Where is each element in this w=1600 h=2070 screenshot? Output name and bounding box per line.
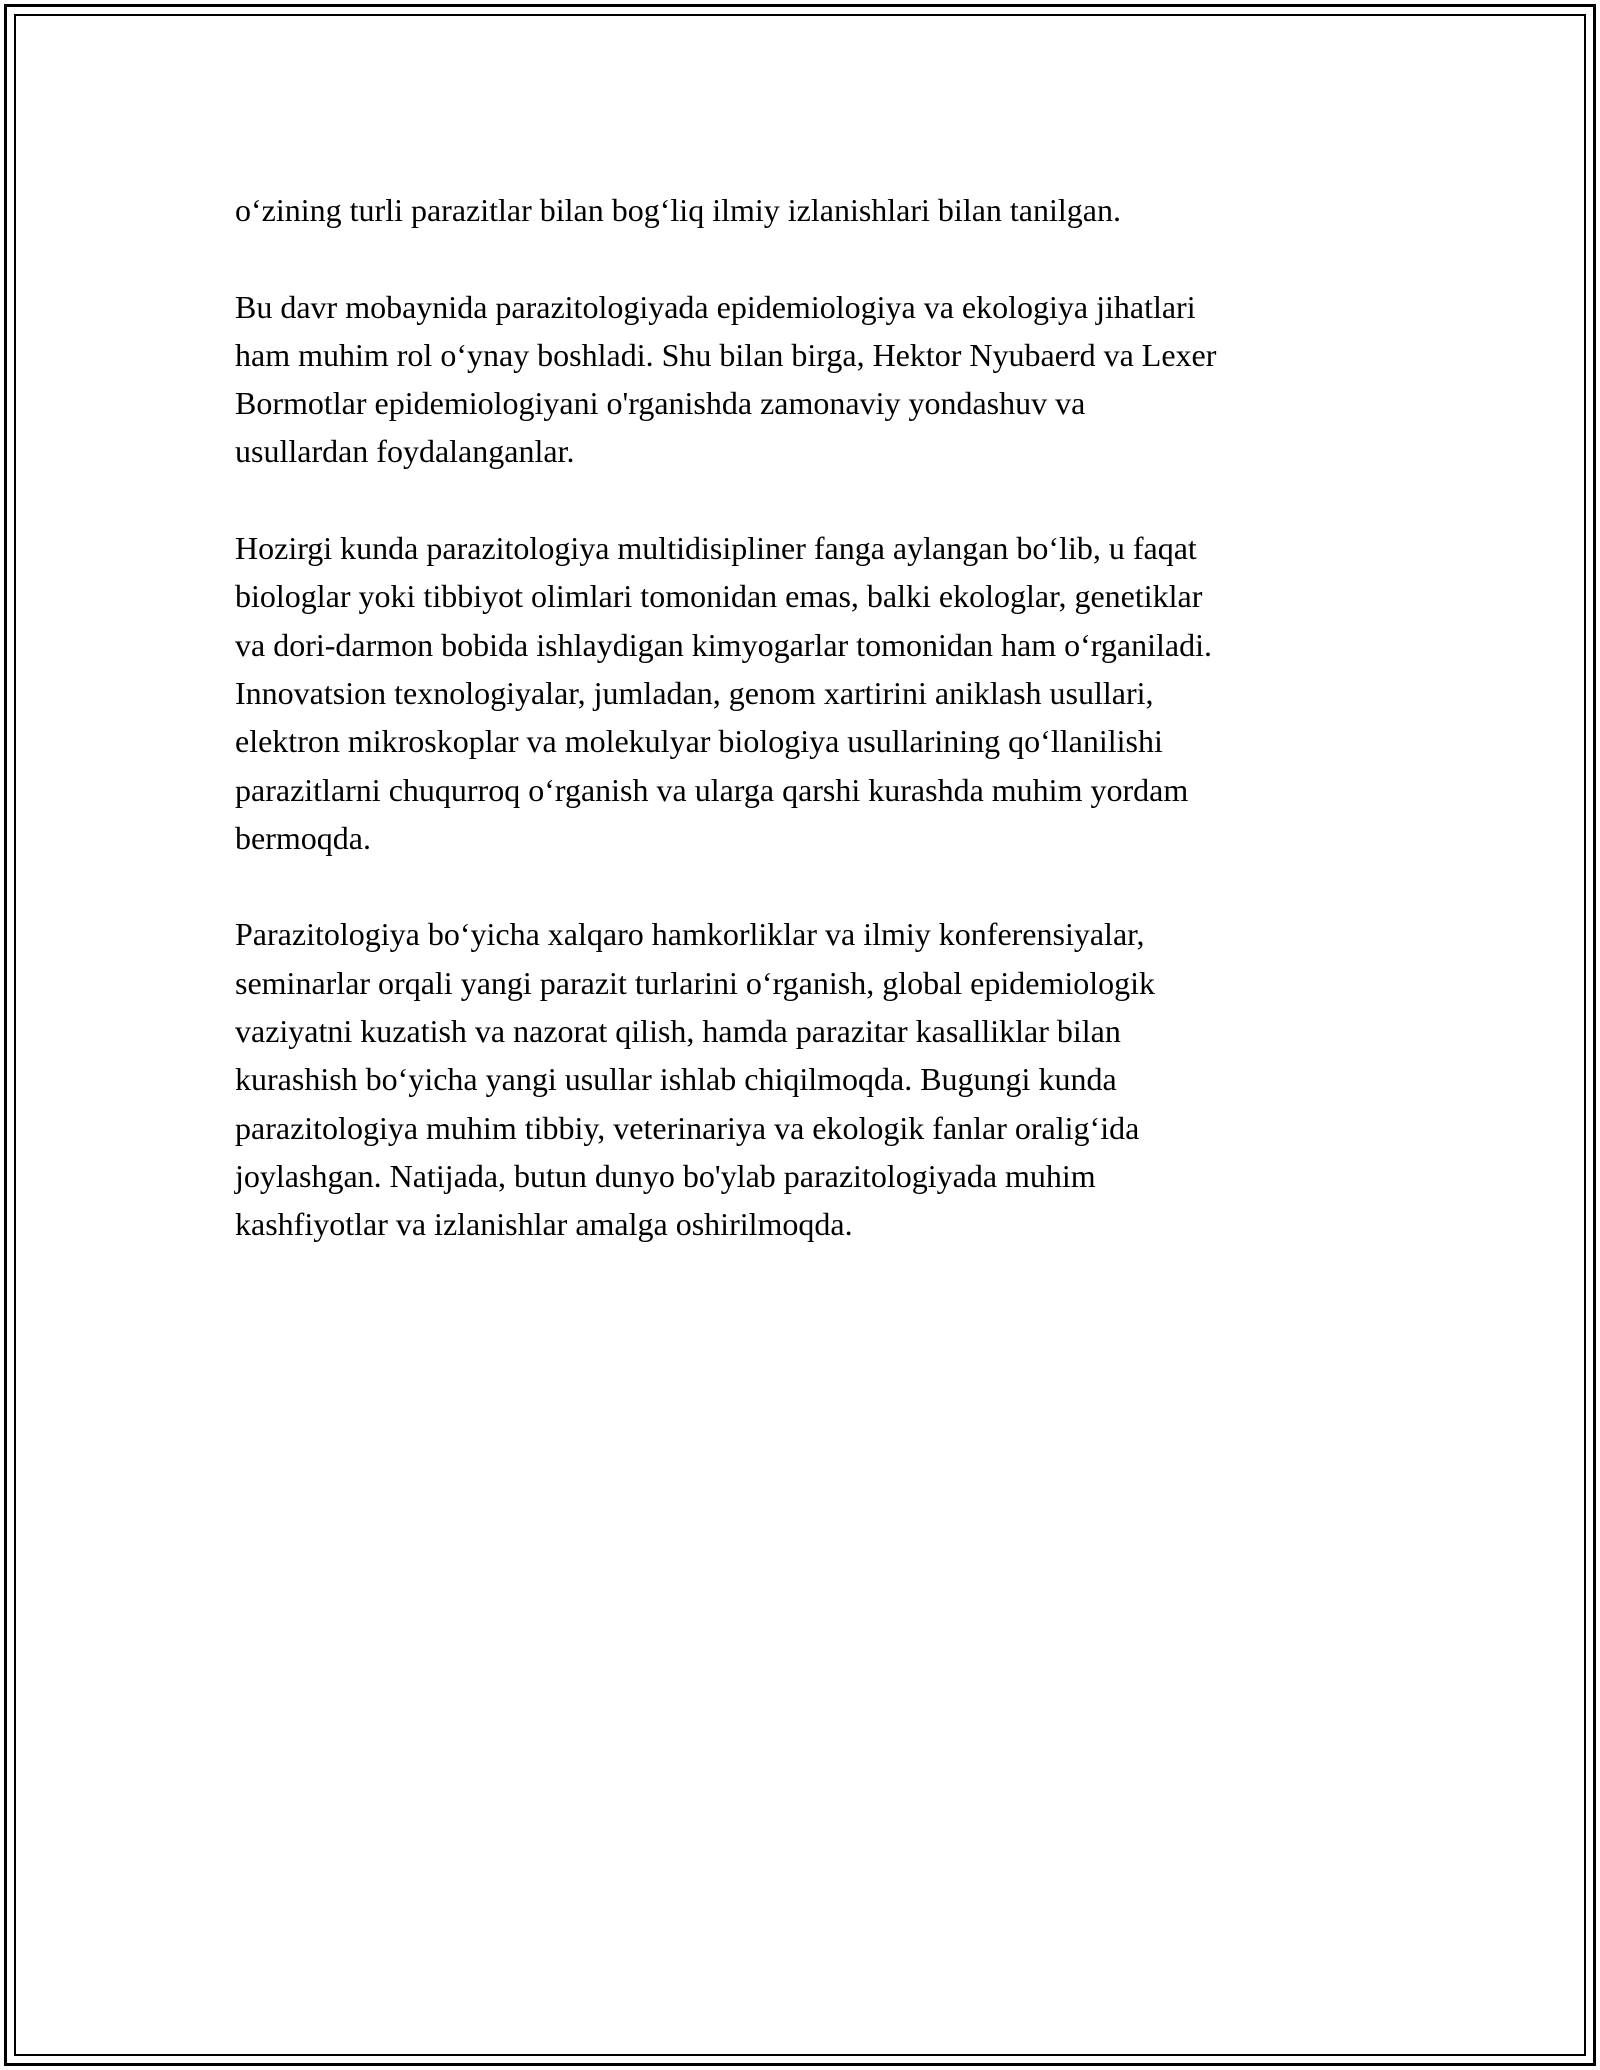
text-line: o‘zining turli parazitlar bilan bog‘liq ilmiy izlanishlari bilan tanilgan. <box>235 192 1121 228</box>
text-line: Innovatsion texnologiyalar, jumladan, genom xartirini aniklash usullari, <box>235 674 1154 711</box>
text-line: Parazitologiya bo‘yicha xalqaro hamkorliklar va ilmiy konferensiyalar, <box>235 916 1145 953</box>
text-line: kashfiyotlar va izlanishlar amalga oshirilmoqda. <box>235 1206 853 1243</box>
text-line: bermoqda. <box>235 819 371 856</box>
text-line: va dori-darmon bobida ishlaydigan kimyogarlar tomonidan ham o‘rganiladi. <box>235 626 1212 663</box>
text-line: usullardan foydalanganlar. <box>235 433 575 470</box>
text-line: Hozirgi kunda parazitologiya multidisipliner fanga aylangan bo‘lib, u faqat <box>235 530 1197 567</box>
text-line: joylashgan. Natijada, butun dunyo bo'ylab parazitologiyada muhim <box>235 1157 1096 1194</box>
text-line: ham muhim rol o‘ynay boshladi. Shu bilan birga, Hektor Nyubaerd va Lexer <box>235 336 1217 373</box>
text-line: parazitologiya muhim tibbiy, veterinariya va ekologik fanlar oralig‘ida <box>235 1109 1140 1146</box>
text-line: Bormotlar epidemiologiyani o'rganishda zamonaviy yondashuv va <box>235 385 1086 422</box>
paragraph-4 <box>235 910 1385 1248</box>
text-line: elektron mikroskoplar va molekulyar biologiya usullarining qo‘llanilishi <box>235 723 1163 760</box>
paragraph-3 <box>235 524 1385 862</box>
text-line: biologlar yoki tibbiyot olimlari tomonidan emas, balki ekologlar, genetiklar <box>235 578 1203 615</box>
document-body <box>235 186 1385 1297</box>
text-line: Bu davr mobaynida parazitologiyada epidemiologiya va ekologiya jihatlari <box>235 288 1196 325</box>
paragraph-2 <box>235 283 1385 476</box>
text-line: parazitlarni chuqurroq o‘rganish va ularga qarshi kurashda muhim yordam <box>235 771 1189 808</box>
paragraph-1 <box>235 186 1385 234</box>
text-line: seminarlar orqali yangi parazit turlarini o‘rganish, global epidemiologik <box>235 964 1156 1001</box>
text-line: kurashish bo‘yicha yangi usullar ishlab chiqilmoqda. Bugungi kunda <box>235 1061 1117 1098</box>
text-line: vaziyatni kuzatish va nazorat qilish, hamda parazitar kasalliklar bilan <box>235 1013 1121 1050</box>
